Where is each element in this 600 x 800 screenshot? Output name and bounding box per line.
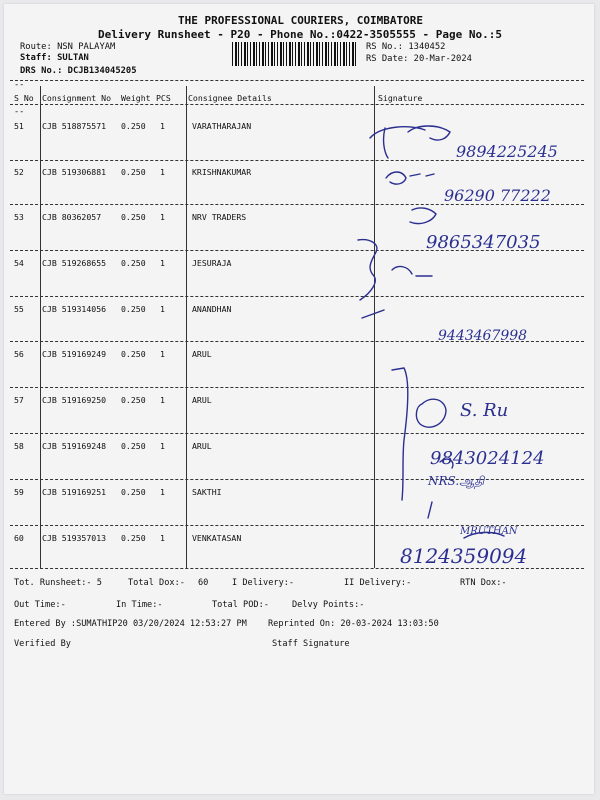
row-weight: 0.250 [121,258,146,268]
col-consignment: Consignment No [42,93,112,103]
delvy-points: Delvy Points:- [292,600,365,610]
row-weight: 0.250 [121,304,146,314]
handwritten-name: NRS.ஆதி [428,474,485,488]
row-pcs: 1 [160,258,165,268]
row-pcs: 1 [160,441,165,451]
row-consignee: SAKTHI [192,487,222,497]
row-consignment: CJB 519357013 [42,533,107,543]
row-weight: 0.250 [121,395,146,405]
ii-delivery: II Delivery:- [344,578,412,588]
row-consignee: ARUL [192,395,212,405]
barcode [232,42,358,66]
route-label: Route: NSN PALAYAM [20,42,116,52]
row-sno: 52 [14,167,24,177]
handwritten-phone: 9843024124 [430,448,545,469]
row-consignment: CJB 519306881 [42,167,107,177]
handwritten-phone: 8124359094 [400,544,528,568]
row-consignment: CJB 519169251 [42,487,107,497]
handwritten-phone: 9865347035 [426,232,541,253]
handwritten-phone: 9443467998 [438,328,528,344]
row-weight: 0.250 [121,441,146,451]
row-pcs: 1 [160,304,165,314]
row-consignment: CJB 519268655 [42,258,107,268]
row-consignee: ARUL [192,441,212,451]
row-consignment: CJB 518875571 [42,121,107,131]
row-weight: 0.250 [121,533,146,543]
row-consignee: NRV TRADERS [192,212,247,222]
rs-date: RS Date: 20-Mar-2024 [366,54,472,64]
row-consignee: VARATHARAJAN [192,121,252,131]
handwritten-phone: 9894225245 [456,142,558,161]
company-title: THE PROFESSIONAL COURIERS, COIMBATORE [178,14,424,27]
total-pod: Total POD:- [212,600,269,610]
tot-runsheet: Tot. Runsheet:- 5 [14,578,102,588]
col-pcs: PCS [156,93,171,103]
row-pcs: 1 [160,121,165,131]
drs-number: DRS No.: DCJB134045205 [20,66,137,76]
handwritten-signature: S. Ru [460,400,509,421]
in-time: In Time:- [116,600,163,610]
row-pcs: 1 [160,487,165,497]
handwritten-phone: 96290 77222 [444,186,551,205]
row-pcs: 1 [160,167,165,177]
row-consignee: VENKATASAN [192,533,242,543]
row-pcs: 1 [160,212,165,222]
staff-signature: Staff Signature [272,639,350,649]
row-sno: 60 [14,533,24,543]
col-consignee: Consignee Details [188,93,272,103]
row-weight: 0.250 [121,167,146,177]
runsheet-title: Delivery Runsheet - P20 - Phone No.:0422-3505555 - Page No.:5 [98,28,502,41]
divider [10,104,584,105]
row-consignee: KRISHNAKUMAR [192,167,252,177]
verified-by: Verified By [14,639,71,649]
handwritten-name: MRUTHAN [460,526,518,537]
i-delivery: I Delivery:- [232,578,295,588]
row-consignment: CJB 519169250 [42,395,107,405]
row-weight: 0.250 [121,121,146,131]
row-consignee: ARUL [192,349,212,359]
row-sno: 56 [14,349,24,359]
col-sno: S No [14,93,34,103]
row-consignment: CJB 519169249 [42,349,107,359]
row-consignee: JESURAJA [192,258,232,268]
entered-by: Entered By :SUMATHIP20 03/20/2024 12:53:27 PM [14,619,247,629]
row-pcs: 1 [160,533,165,543]
row-weight: 0.250 [121,349,146,359]
row-consignee: ANANDHAN [192,304,232,314]
total-dox-label: Total Dox:- [128,578,185,588]
reprinted-on: Reprinted On: 20-03-2024 13:03:50 [268,619,439,629]
row-pcs: 1 [160,349,165,359]
row-consignment: CJB 519169248 [42,441,107,451]
staff-label: Staff: SULTAN [20,53,89,63]
row-consignment: CJB 519314056 [42,304,107,314]
out-time: Out Time:- [14,600,66,610]
row-sno: 54 [14,258,24,268]
row-sno: 59 [14,487,24,497]
row-sno: 58 [14,441,24,451]
divider [10,80,584,81]
row-consignment: CJB 80362057 [42,212,102,222]
row-sno: 51 [14,121,24,131]
row-sno: 53 [14,212,24,222]
row-sno: 57 [14,395,24,405]
col-weight: Weight [121,93,151,103]
rtn-dox: RTN Dox:- [460,578,507,588]
rs-number: RS No.: 1340452 [366,42,446,52]
row-weight: 0.250 [121,212,146,222]
total-dox-value: 60 [198,578,209,588]
row-sno: 55 [14,304,24,314]
row-pcs: 1 [160,395,165,405]
col-signature: Signature [378,93,423,103]
row-weight: 0.250 [121,487,146,497]
